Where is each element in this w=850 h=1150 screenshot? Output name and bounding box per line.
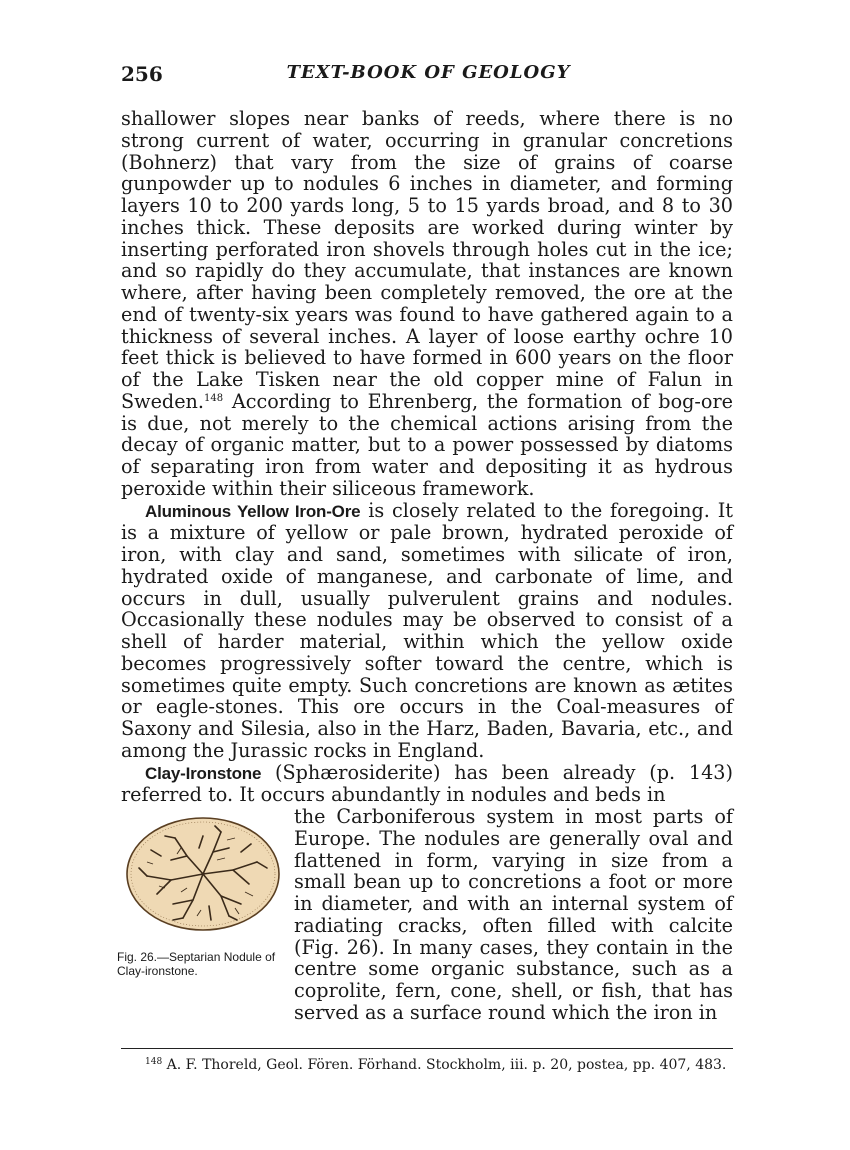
figure-caption: Fig. 26.—Septarian Nodule of Clay-ironstone. — [117, 950, 276, 978]
footnote-text: A. F. Thoreld, Geol. Fören. Förhand. Stockholm, iii. p. 20, postea, pp. 407, 483. — [162, 1057, 727, 1073]
footnote-divider — [121, 1048, 733, 1049]
running-head: TEXT-BOOK OF GEOLOGY — [286, 62, 571, 83]
paragraph-text: is closely related to the foregoing. It is a mixture of yellow or pale brown, hydrated peroxide of iron, with clay and sand, sometimes with silicate of iron, hydrated oxide of manganese, and carbonate of lime, and occurs in dull, usually pulverulent grains and nodules. Occasionally these nodules may be observed to consist of a shell of harder material, within which the yellow oxide becomes progressively softer toward the centre, which is sometimes quite empty. Such concretions are known as ætites or eagle-stones. This ore occurs in the Coal-measures of Saxony and Silesia, also in the Harz, Baden, Bavaria, etc., and among the Jurassic rocks in England. — [121, 498, 733, 762]
page-number: 256 — [121, 62, 163, 86]
page-header — [121, 62, 736, 90]
paragraph-bog-ore — [121, 108, 733, 500]
paragraph-clay-ironstone — [121, 762, 733, 807]
section-heading: Aluminous Yellow Iron-Ore — [145, 501, 361, 521]
septarian-nodule-illustration — [117, 808, 293, 948]
paragraph-text: (Sphærosiderite) has been already (p. 143) referred to. It occurs abundantly in nodules and beds in — [121, 760, 733, 807]
paragraph-text: According to Ehrenberg, the formation of bog-ore is due, not merely to the chemical actions arising from the decay of organic matter, but to a power possessed by diatoms of separating iron from water and depositing it as hydrous peroxide within their siliceous framework. — [121, 389, 733, 500]
paragraph-text: the Carboniferous system in most parts of Europe. The nodules are generally oval and flattened in form, varying in size from a small bean up to concretions a foot or more in diameter, and with an internal system of radiating cracks, often filled with calcite (Fig. 26). In many cases, they contain in the centre some organic substance, such as a coprolite, fern, cone, shell, or fish, that has served as a surface round which the iron in — [294, 805, 733, 1024]
footnote — [121, 1056, 733, 1074]
footnote-number: 148 — [145, 1057, 163, 1067]
footnote-reference: 148 — [204, 392, 224, 404]
paragraph-text: shallower slopes near banks of reeds, where there is no strong current of water, occurring in granular concretions (Bohnerz) that vary from the size of grains of coarse gunpowder up to nodules 6 inches in diameter, and forming layers 10 to 200 yards long, 5 to 15 yards broad, and 8 to 30 inches thick. These deposits are worked during winter by inserting perforated iron shovels through holes cut in the ice; and so rapidly do they accumulate, that instances are known where, after having been completely removed, the ore at the end of twenty-six years was found to have gathered again to a thickness of several inches. A layer of loose earthy ochre 10 feet thick is believed to have formed in 600 years on the floor of the Lake Tisken near the old copper mine of Falun in Sweden. — [121, 107, 733, 413]
paragraph-aluminous-yellow-iron-ore — [121, 500, 733, 762]
body-text — [117, 107, 733, 1024]
section-heading: Clay-Ironstone — [145, 763, 262, 783]
figure-septarian-nodule — [117, 808, 292, 998]
